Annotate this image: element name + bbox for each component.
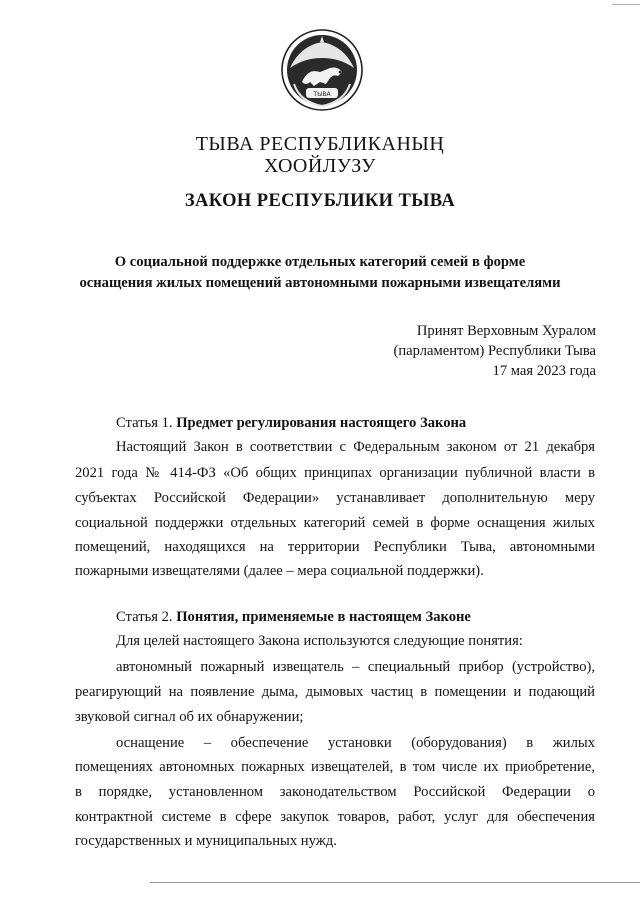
article-2-line: контрактной системе в сфере закупок товаров, работ, услуг для обеспечения xyxy=(75,809,595,825)
article-1-line: пожарными извещателями (далее – мера социальной поддержки). xyxy=(75,563,484,579)
article-2-line: автономный пожарный извещатель – специальный прибор (устройство), xyxy=(116,659,595,675)
article-2-heading xyxy=(116,607,471,627)
article-1-line: 2021 года № 414-ФЗ «Об общих принципах организации публичной власти в xyxy=(75,465,595,481)
article-2-line: Для целей настоящего Закона используются следующие понятия: xyxy=(116,633,523,649)
emblem-label: ТЫВА xyxy=(313,91,331,98)
article-1-line: Настоящий Закон в соответствии с Федеральным законом от 21 декабря xyxy=(116,439,595,455)
article-1-prefix: Статья 1. xyxy=(116,415,173,431)
subtitle-line-2: оснащения жилых помещений автономными пожарными извещателями xyxy=(79,275,561,291)
article-1-line: субъектах Российской Федерации» устанавливает дополнительную меру xyxy=(75,490,595,506)
scan-corner-mark xyxy=(612,0,640,5)
subtitle-line-1: О социальной поддержке отдельных категорий семей в форме xyxy=(114,254,526,270)
article-1-line: социальной поддержки отдельных категорий семей в форме оснащения жилых xyxy=(75,515,595,531)
adopted-line-1: Принят Верховным Хуралом xyxy=(416,323,596,339)
article-2-line: звуковой сигнал об их обнаружении; xyxy=(75,709,304,725)
article-2-line: оснащение – обеспечение установки (оборудования) в жилых xyxy=(116,735,595,751)
coat-of-arms-emblem xyxy=(280,28,364,112)
article-2-line: помещениях автономных пожарных извещателей, в том числе их приобретение, xyxy=(75,759,595,775)
adopted-line-2: (парламентом) Республики Тыва xyxy=(393,343,596,359)
article-2-line: реагирующий на появление дыма, дымовых частиц в помещении и подающий xyxy=(75,684,595,700)
adopted-date: 17 мая 2023 года xyxy=(492,363,596,379)
article-1-heading xyxy=(116,413,466,433)
article-2-line: в порядке, установленном законодательством Российской Федерации о xyxy=(75,784,595,800)
article-1-title: Предмет регулирования настоящего Закона xyxy=(176,415,467,431)
header-line-2: ХООЙЛУЗУ xyxy=(264,155,376,177)
article-2-line: государственных и муниципальных нужд. xyxy=(75,833,337,849)
header-line-1: ТЫВА РЕСПУБЛИКАНЫҢ xyxy=(195,133,445,155)
article-1-line: помещений, находящихся на территории Республики Тыва, автономными xyxy=(75,539,595,555)
law-title: ЗАКОН РЕСПУБЛИКИ ТЫВА xyxy=(184,191,456,211)
bottom-rule xyxy=(150,882,640,883)
article-2-title: Понятия, применяемые в настоящем Законе xyxy=(176,609,471,625)
article-2-prefix: Статья 2. xyxy=(116,609,173,625)
